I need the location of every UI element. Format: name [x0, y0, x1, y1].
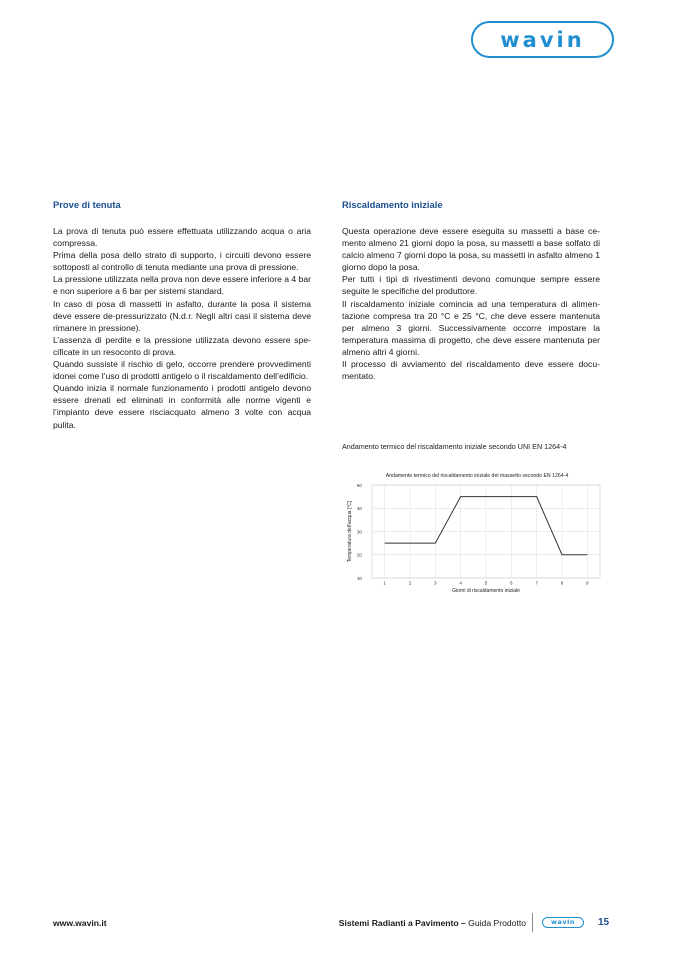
x-tick-label: 9 [586, 580, 589, 586]
y-axis-label: Temperatura dell'acqua [°C] [347, 500, 353, 563]
x-tick-label: 5 [484, 580, 488, 586]
section-riscaldamento-iniziale [342, 198, 600, 382]
paragraph: In caso di posa di massetti in asfalto, durante la posa il sistema deve essere de-pressurizzato (N.d.r. Negli altri casi il sistema deve rimanere in pressione). [53, 298, 311, 333]
wavin-logo [471, 21, 614, 58]
y-tick-label: 30 [356, 529, 362, 535]
y-tick-label: 20 [356, 552, 362, 558]
paragraph: Prima della posa dello strato di supporto, i circuiti devono essere sottoposti al controllo di tenuta mediante una prova di pressione. [53, 250, 311, 273]
heading-riscaldamento-iniziale: Riscaldamento iniziale [342, 199, 443, 210]
x-axis-label: Giorni di riscaldamento iniziale [452, 588, 520, 594]
y-axis-ticks [357, 483, 363, 581]
x-tick-label: 6 [510, 580, 513, 586]
heading-prove-di-tenuta: Prove di tenuta [53, 199, 121, 210]
y-tick-label: 50 [356, 482, 362, 488]
paragraph: Per tutti i tipi di rivestimenti devono comunque sempre essere seguite le specifiche del produttore. [342, 274, 600, 297]
page-number: 15 [598, 917, 610, 928]
y-tick-label: 10 [356, 575, 362, 581]
paragraph: Il riscaldamento iniziale comincia ad una temperatura di alimentazione compresa tra 20 °C e 25 °C, che deve essere mantenuta per almeno 3 giorni. Successivamente occorre impostare la temperatura massima di progetto, che deve essere mantenuta per almeno altri 4 giorni. [342, 298, 600, 357]
figure-caption: Andamento termico del riscaldamento iniziale secondo UNI EN 1264-4 [342, 442, 567, 451]
paragraph: La pressione utilizzata nella prova non deve essere inferiore a 4 bar e non superiore a 6 bar per sistemi standard. [53, 274, 311, 297]
footer-title-bold: Sistemi Radianti a Pavimento – [338, 918, 466, 928]
paragraph: La prova di tenuta può essere effettuata utilizzando acqua o aria compressa. [53, 226, 311, 249]
paragraph: Quando inizia il normale funzionamento i prodotti antigelo devono essere drenati ed eliminati in conformità alle norme vigenti e l’impianto deve essere risciacquato almeno 3 volte con acqua pulita. [53, 383, 311, 430]
footer-title [304, 918, 526, 928]
chart-grid [372, 485, 600, 578]
x-axis-ticks [383, 581, 589, 586]
x-tick-label: 4 [459, 580, 462, 586]
wavin-footer-logo-text: wavin [550, 918, 576, 927]
prove-body [53, 225, 311, 431]
paragraph: Quando sussiste il rischio di gelo, occorre prendere provvedimenti idonei come l’uso di prodotti antigelo o il riscaldamento dell’edificio. [53, 359, 311, 382]
x-tick-label: 1 [383, 580, 386, 586]
footer-url[interactable]: www.wavin.it [53, 918, 107, 928]
wavin-logo-text: wavin [500, 27, 585, 52]
temperature-chart [342, 466, 604, 602]
x-tick-label: 3 [434, 580, 437, 586]
paragraph: L’assenza di perdite e la pressione utilizzata devono essere specificate in un resoconto di prova. [53, 334, 311, 357]
x-tick-label: 8 [560, 580, 564, 586]
riscaldamento-body [342, 225, 600, 382]
footer-title-regular: Guida Prodotto [465, 918, 526, 928]
chart-title: Andamento termico del riscaldamento iniziale del massetto secondo EN 1264-4 [385, 473, 569, 479]
footer-divider [532, 913, 533, 932]
x-tick-label: 2 [408, 580, 412, 586]
paragraph: Questa operazione deve essere eseguita su massetti a base cemento almeno 21 giorni dopo la posa, su massetti a base solfato di calcio almeno 7 giorni dopo la posa, su massetti in asfalto almeno 1 giorno dopo la posa. [342, 226, 600, 273]
section-prove-di-tenuta [53, 198, 311, 431]
y-tick-label: 40 [356, 506, 362, 512]
x-tick-label: 7 [535, 580, 538, 586]
wavin-footer-logo [542, 917, 584, 928]
paragraph: Il processo di avviamento del riscaldamento deve essere documentato. [342, 359, 600, 382]
